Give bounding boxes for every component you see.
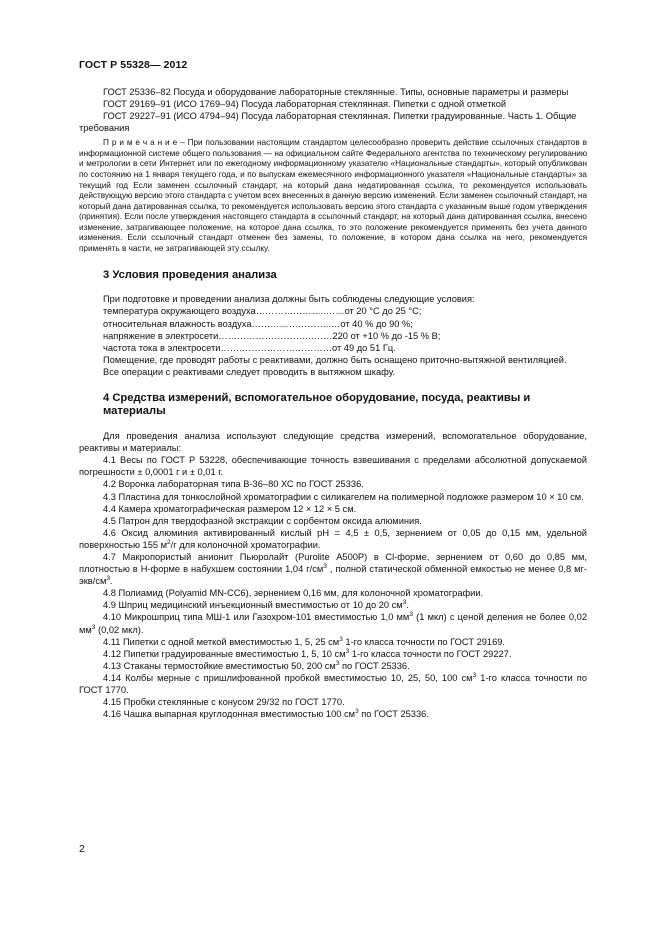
item-4-5: 4.5 Патрон для твердофазной экстракции с сорбентом оксида алюминия. xyxy=(103,515,422,526)
item-4-16 xyxy=(79,708,587,720)
superscript: 3 xyxy=(409,611,413,619)
item-text: 4.9 Шприц медицинский инъекционный вместимостью от 10 до 20 см xyxy=(103,600,403,611)
superscript: 3 xyxy=(91,623,96,631)
item-text: по ГОСТ 25336. xyxy=(339,660,410,671)
item-4-7 xyxy=(79,551,587,587)
page-body xyxy=(79,86,587,720)
leader-dots: ……………………..… xyxy=(251,318,341,329)
item-4-1: 4.1 Весы по ГОСТ Р 53228, обеспечивающие точность взвешивания с пределами абсолютной допускаемой погрешности ± 0,0001 г и ± 0,01 г. xyxy=(79,455,587,478)
condition-value: от 49 до 51 Гц. xyxy=(332,342,396,353)
condition-row xyxy=(79,330,587,342)
superscript: 3 xyxy=(472,671,477,679)
page-number: 2 xyxy=(79,843,85,855)
note-label: П р и м е ч а н и е xyxy=(103,138,178,148)
item-text: . xyxy=(110,576,113,587)
superscript: 3 xyxy=(323,562,327,570)
condition-row xyxy=(79,342,587,354)
item-text: /г для колоночной хроматографии. xyxy=(170,539,321,550)
item-text: 1-го класса точности по ГОСТ 29169. xyxy=(342,636,506,647)
item-text: 4.16 Чашка выпарная круглодонная вместимостью 100 см xyxy=(103,709,356,720)
condition-value: от 40 % до 90 %; xyxy=(340,318,413,329)
item-text: 1-го класса точности по ГОСТ 29227. xyxy=(349,648,512,659)
leader-dots: ………………………….…… xyxy=(218,330,333,341)
leader-dots: ……………………………… xyxy=(220,342,332,353)
item-text: 4.7 Макропористый анионит Пьюролайт (Purolite А500Р) в Cl-форме, зернением от 0,60 до 0,85 мм, плотностью в Н-форме в набухшем состоянии 1,04 г/см xyxy=(79,551,587,575)
item-4-14 xyxy=(79,672,587,696)
ventilation-paragraph: Помещение, где проводят работы с реактивами, должно быть оснащено приточно-вытяжной вентиляцией. xyxy=(103,354,567,365)
condition-value: 220 от +10 % до -15 % В; xyxy=(332,330,441,341)
item-text: 4.14 Колбы мерные с пришлифованной пробкой вместимостью 10, 25, 50, 100 см xyxy=(103,672,473,683)
note-paragraph xyxy=(79,138,587,254)
item-4-3: 4.3 Пластина для тонкослойной хроматографии с силикагелем на полимерной подложке размером 10 × 10 см. xyxy=(103,491,584,502)
item-4-2: 4.2 Воронка лабораторная типа В-36–80 ХС по ГОСТ 25336. xyxy=(103,479,364,490)
item-4-4: 4.4 Камера хроматографическая размером 12 × 12 × 5 см. xyxy=(103,503,357,514)
item-text: 4.12 Пипетки градуированные вместимостью 1, 5, 10 см xyxy=(103,648,346,659)
superscript: 3 xyxy=(402,599,407,607)
superscript: 3 xyxy=(335,659,340,667)
section-4-intro: Для проведения анализа используют следующие средства измерений, вспомогательное оборудование, реактивы и материалы: xyxy=(79,431,587,454)
page-header-standard-number: ГОСТ Р 55328— 2012 xyxy=(79,59,188,71)
item-text: 4.6 Оксид алюминия активированный кислый рН = 4,5 ± 0,5, зернением от 0,05 до 0,15 мм, удельной поверхностью 155 м xyxy=(79,527,587,550)
item-4-10 xyxy=(79,611,587,635)
condition-label: относительная влажность воздуха xyxy=(103,318,252,329)
item-4-6 xyxy=(79,527,587,551)
item-4-15: 4.15 Пробки стеклянные с конусом 29/32 по ГОСТ 1770. xyxy=(103,697,345,708)
leader-dots: …………………..…… xyxy=(255,306,345,317)
section-3-heading: 3 Условия проведения анализа xyxy=(103,269,277,282)
condition-label: напряжение в электросети xyxy=(103,330,219,341)
condition-label: частота тока в электросети xyxy=(103,342,221,353)
item-text: , полной статической обменной емкостью не менее 0,8 мг-экв/см xyxy=(79,564,587,587)
item-text: по ГОСТ 25336. xyxy=(358,709,429,720)
reference-gost-29169: ГОСТ 29169–91 (ИСО 1769–94) Посуда лабораторная стеклянная. Пипетки с одной отметкой xyxy=(103,99,507,110)
condition-label: температура окружающего воздуха xyxy=(103,306,256,317)
section-4-heading: 4 Средства измерений, вспомогательное оборудование, посуда, реактивы и материалы xyxy=(103,392,531,418)
item-text: . xyxy=(406,600,409,611)
item-text: 1-го класса точности по ГОСТ 1770. xyxy=(79,672,587,696)
item-4-13 xyxy=(79,660,587,672)
superscript: 3 xyxy=(355,708,359,716)
item-text: 4.11 Пипетки с одной меткой вместимостью 1, 5, 25 см xyxy=(103,636,340,647)
item-4-12 xyxy=(79,648,587,660)
item-text: (0,02 мкл). xyxy=(95,624,144,635)
reference-gost-25336: ГОСТ 25336–82 Посуда и оборудование лабораторные стеклянные. Типы, основные параметры и размеры xyxy=(103,87,569,97)
condition-row xyxy=(79,318,587,330)
item-4-11 xyxy=(79,636,587,648)
note-text: – При пользовании настоящим стандартом целесообразно проверить действие ссылочных стандартов в информационной системе общего пользования — на официальном сайте Федерального агентства по техническому регулированию и метрологии в сети Интернет или по ежегодному информационному указателю «Национальные стандарты», который опубликован по состоянию на 1 января текущего года, и по выпускам ежемесячного информационного указателя «Национальные стандарты» за текущий год Если заменен ссылочный стандарт, на который дана недатированная ссылка, то рекомендуется использовать действующую версию этого стандарта с учетом всех внесенных в данную версию изменений. Если заменен ссылочный стандарт, на который дана датированная ссылка, то рекомендуется использовать версию этого стандарта с указанным выше годом утверждения (принятия). Если после утверждения настоящего стандарта в ссылочный стандарт, на который дана датированная ссылка, внесено изменение, затрагивающее положение, на которое дана ссылка, то это положение рекомендуется применять без учета данного изменения. Если ссылочный стандарт отменен без замены, то положение, в котором дана ссылка на него, рекомендуется применять в части, не затрагивающей эту ссылку. xyxy=(79,138,587,253)
item-4-9 xyxy=(79,599,587,611)
item-text: 4.10 Микрошприц типа МШ-1 или Газохром-101 вместимостью 1,0 мм xyxy=(103,612,410,623)
superscript: 3 xyxy=(345,647,350,655)
reference-gost-29227: ГОСТ 29227–91 (ИСО 4794–94) Посуда лабораторная стеклянная. Пипетки градуированные. Часть 1. Общие требования xyxy=(79,111,577,134)
item-text: (1 мкл) с ценой деления не более 0,02 мм xyxy=(79,612,587,635)
fume-hood-paragraph: Все операции с реактивами следует проводить в вытяжном шкафу. xyxy=(103,366,396,377)
superscript: 3 xyxy=(106,575,110,583)
condition-value: от 20 °С до 25 °С; xyxy=(344,306,422,317)
superscript: 2 xyxy=(167,538,171,546)
superscript: 3 xyxy=(339,635,343,643)
condition-row xyxy=(79,305,587,317)
item-4-8: 4.8 Полиамид (Polyamid MN-CC6), зернением 0,16 мм, для колоночной хроматографии. xyxy=(103,588,484,599)
item-text: 4.13 Стаканы термостойкие вместимостью 50, 200 см xyxy=(103,660,336,671)
section-3-intro: При подготовке и проведении анализа должны быть соблюдены следующие условия: xyxy=(103,294,475,305)
